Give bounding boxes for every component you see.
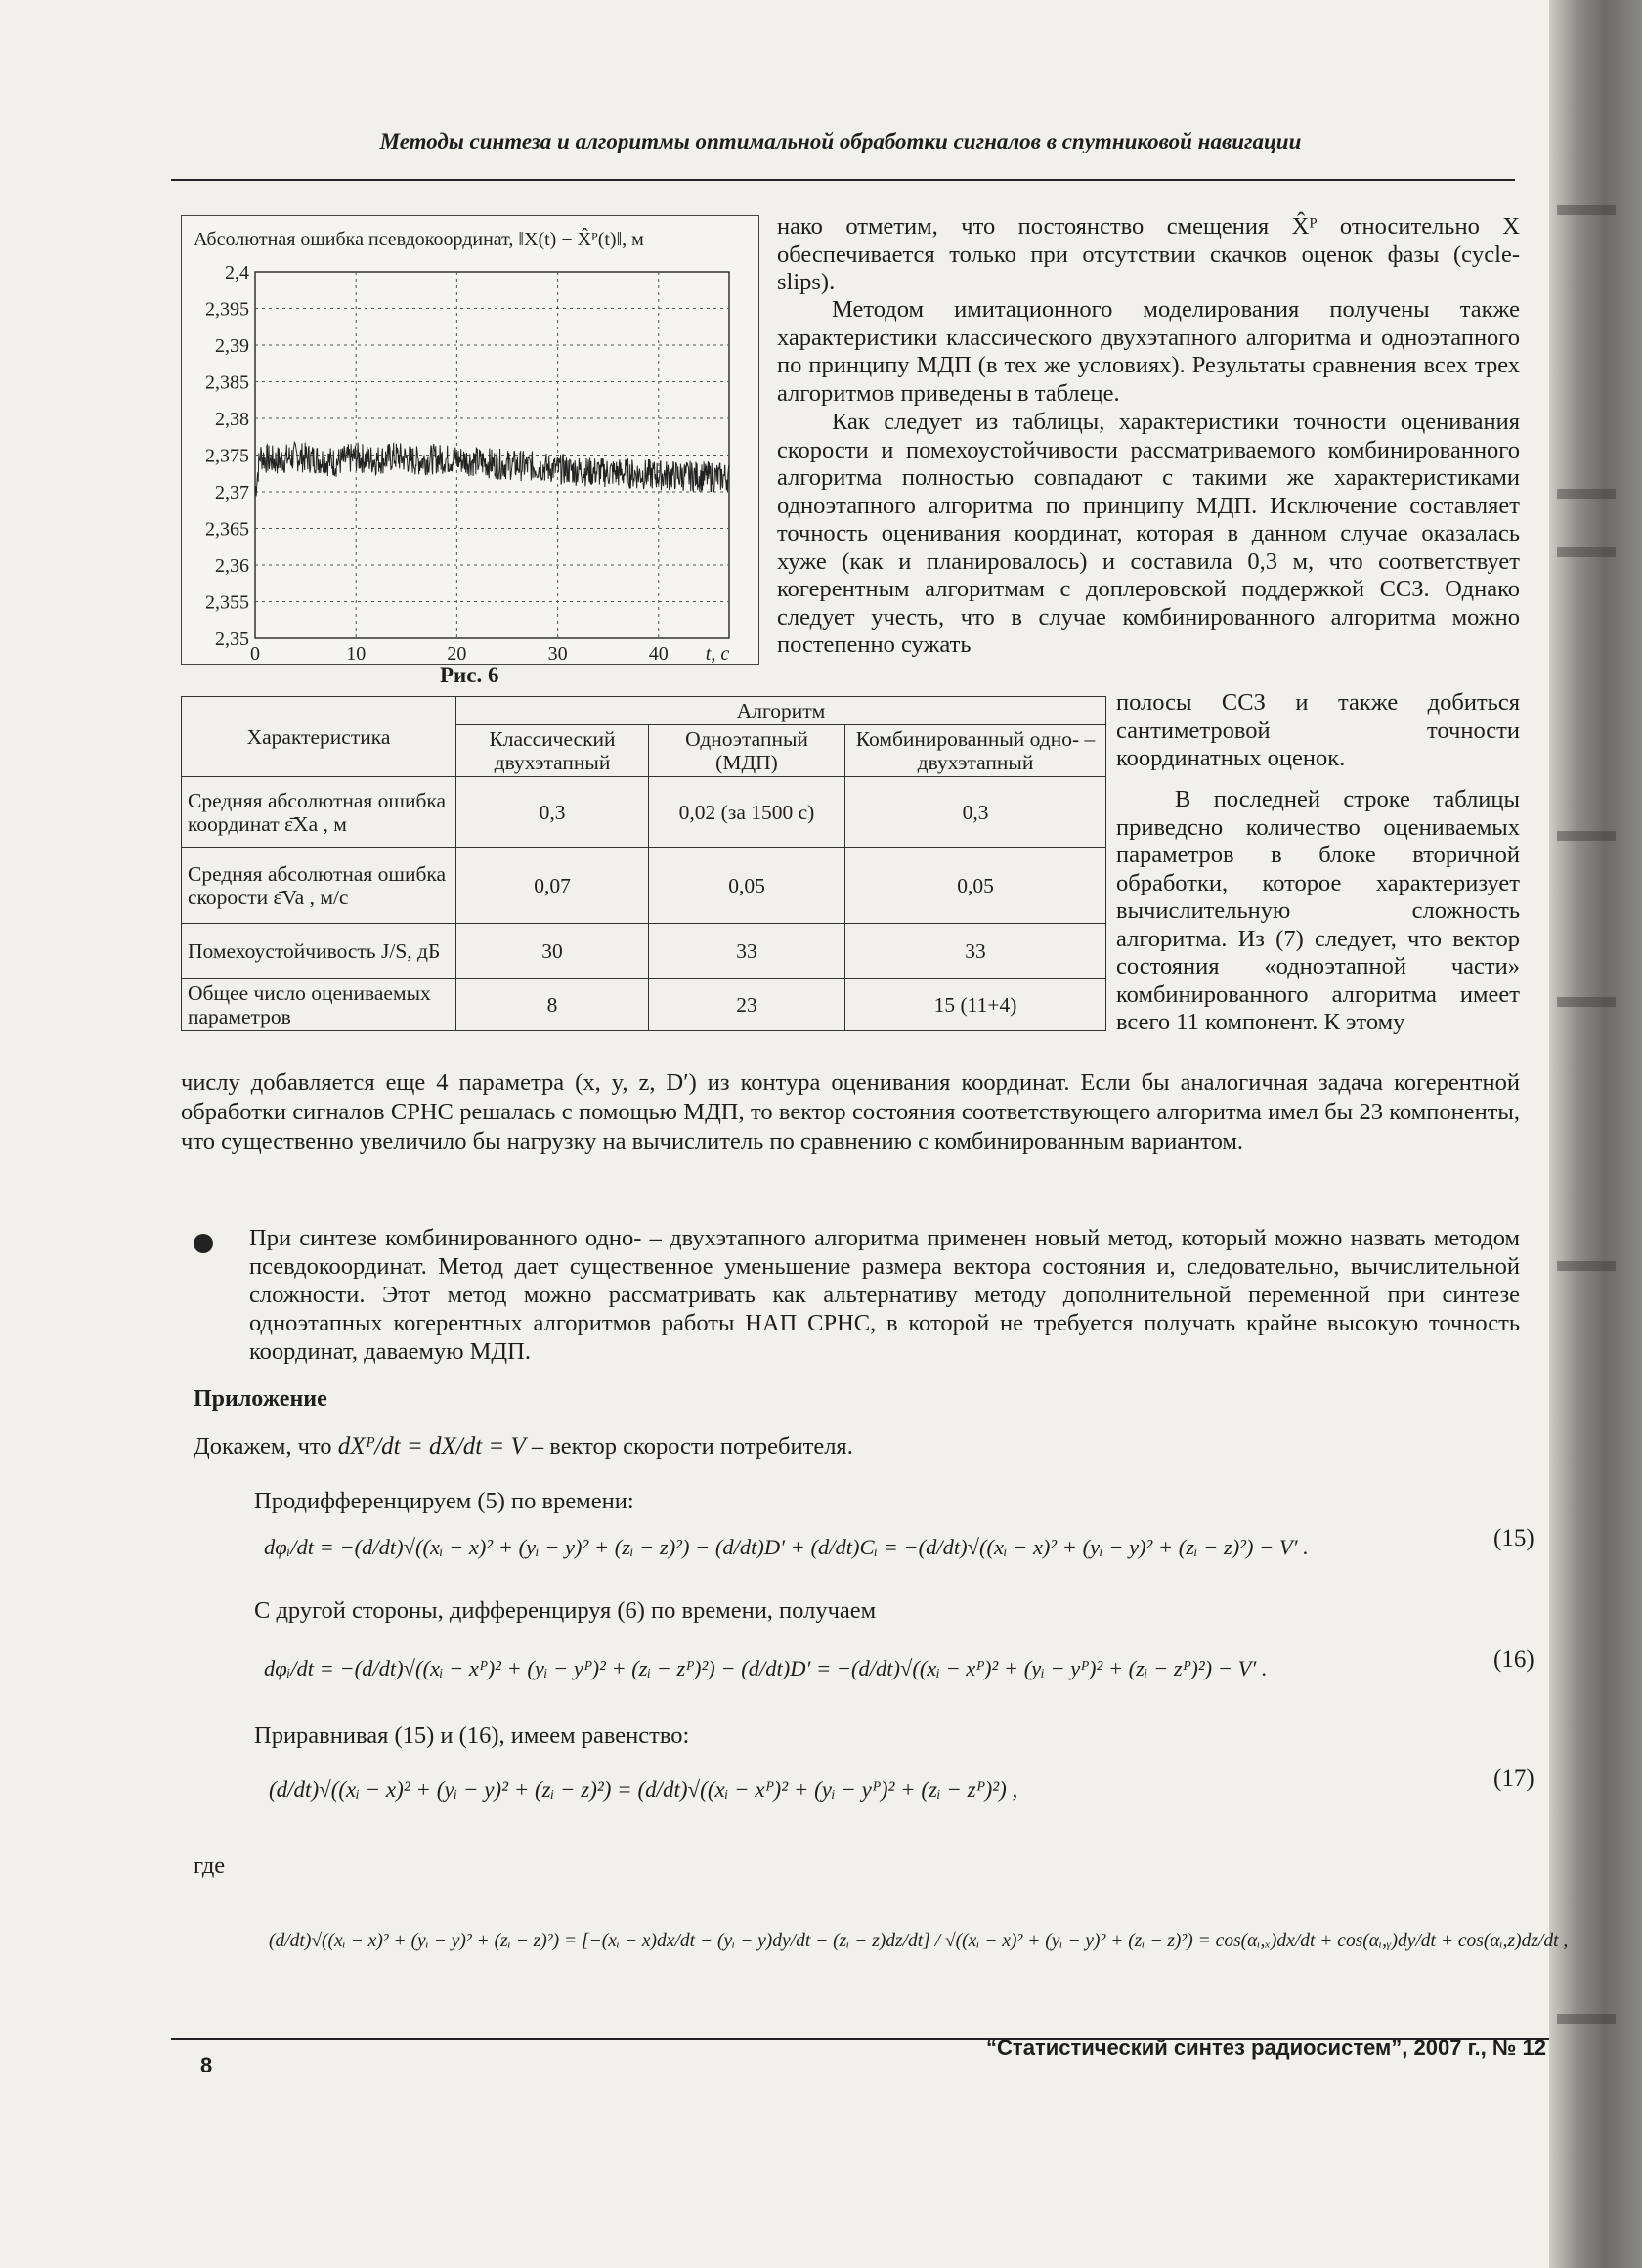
y-tick-label: 2,37 bbox=[215, 482, 249, 503]
scan-edge bbox=[1549, 0, 1642, 2268]
right-paragraph-1-text: нако отметим, что постоянство смещения X̂ᴾ относительно X обеспечивается только при отсутствии скачков оценок фазы (cycle-slips). bbox=[777, 213, 1520, 295]
equation-16: dφᵢ/dt = −(d/dt)√((xᵢ − xᴾ)² + (yᵢ − yᴾ)² + (zᵢ − zᴾ)²) − (d/dt)D′ = −(d/dt)√((xᵢ − xᴾ)² + (yᵢ − yᴾ)² + (zᵢ − zᴾ)²) − V′ . bbox=[264, 1656, 1268, 1680]
th-classic: Классический двухэтапный bbox=[456, 725, 649, 777]
x-tick-label: 20 bbox=[447, 643, 467, 664]
y-tick-label: 2,36 bbox=[215, 555, 249, 577]
x-tick-label: 0 bbox=[250, 643, 260, 664]
cell-classic: 0,3 bbox=[456, 777, 649, 848]
other-side-text: С другой стороны, дифференцируя (6) по времени, получаем bbox=[254, 1597, 877, 1624]
right-paragraph-1 bbox=[777, 213, 1520, 297]
y-tick-label: 2,365 bbox=[205, 518, 249, 541]
right-paragraph-2-text: Методом имитационного моделирования получены также характеристики классического двухэтапного алгоритма и одноэтапного по принципу МДП (в тех же условиях). Результаты сравнения всех трех алгоритмов приведены в таблеце. bbox=[777, 296, 1520, 407]
right-paragraph-4-text: В последней строке таблицы приведсно количество оцениваемых параметров в блоке вторичной обработки, которое характеризует вычислительную сложность алгоритма. Из (7) следует, что вектор состояния «одноэтапной части» комбинированного алгоритма имеет всего 11 компонент. К этому bbox=[1116, 786, 1520, 1035]
cell-combined: 0,05 bbox=[845, 848, 1106, 924]
x-axis-label: t, с bbox=[705, 643, 730, 664]
figure-chart bbox=[181, 215, 759, 665]
row-label: Средняя абсолютная ошибка скорости ε̄Va , м/с bbox=[182, 848, 456, 924]
equation-17: (d/dt)√((xᵢ − x)² + (yᵢ − y)² + (zᵢ − z)²) = (d/dt)√((xᵢ − xᴾ)² + (yᵢ − yᴾ)² + (zᵢ − zᴾ)²) , bbox=[269, 1777, 1018, 1802]
table-row bbox=[182, 979, 1106, 1031]
chart-svg bbox=[182, 216, 758, 664]
right-paragraph-3 bbox=[777, 409, 1520, 660]
right-paragraph-4 bbox=[1116, 786, 1520, 1037]
y-tick-label: 2,375 bbox=[205, 445, 249, 467]
row-label: Общее число оцениваемых параметров bbox=[182, 979, 456, 1031]
y-tick-label: 2,38 bbox=[215, 409, 249, 430]
cell-classic: 0,07 bbox=[456, 848, 649, 924]
prove-line bbox=[194, 1433, 1269, 1461]
diff-text: Продифференцируем (5) по времени: bbox=[254, 1488, 634, 1514]
x-tick-label: 30 bbox=[547, 643, 568, 664]
comparison-table bbox=[181, 696, 1106, 1031]
y-tick-label: 2,355 bbox=[205, 591, 249, 614]
y-tick-label: 2,385 bbox=[205, 371, 249, 394]
x-tick-label: 40 bbox=[648, 643, 669, 664]
cell-single: 0,02 (за 1500 с) bbox=[649, 777, 845, 848]
row-label: Помехоустойчивость J/S, дБ bbox=[182, 924, 456, 979]
journal-footer: “Статистический синтез радиосистем”, 2007 г., № 12 bbox=[986, 2035, 1546, 2060]
y-tick-label: 2,4 bbox=[225, 262, 249, 284]
y-tick-label: 2,39 bbox=[215, 335, 249, 357]
bullet-paragraph bbox=[249, 1224, 1520, 1366]
table-row bbox=[182, 777, 1106, 848]
th-single: Одноэтапный (МДП) bbox=[649, 725, 845, 777]
running-header: Методы синтеза и алгоритмы оптимальной обработки сигналов в спутниковой навигации bbox=[379, 129, 1302, 153]
cell-single: 0,05 bbox=[649, 848, 845, 924]
th-characteristic: Характеристика bbox=[182, 697, 456, 777]
equate-text: Приравнивая (15) и (16), имеем равенство: bbox=[254, 1723, 690, 1749]
equation-15: dφᵢ/dt = −(d/dt)√((xᵢ − x)² + (yᵢ − y)² + (zᵢ − z)²) − (d/dt)D′ + (d/dt)Cᵢ = −(d/dt)√((xᵢ − x)² + (yᵢ − y)² + (zᵢ − z)²) − V′ . bbox=[264, 1535, 1309, 1559]
prove-equation: dXᴾ/dt = dX/dt = V bbox=[337, 1433, 526, 1460]
right-paragraph-3b-text: полосы ССЗ и также добиться сантиметровой точности координатных оценок. bbox=[1116, 689, 1520, 771]
figure-caption: Рис. 6 bbox=[440, 663, 499, 687]
appendix-title: Приложение bbox=[194, 1386, 327, 1412]
table-row bbox=[182, 848, 1106, 924]
th-combined: Комбинированный одно- – двухэтапный bbox=[845, 725, 1106, 777]
full-paragraph-text: числу добавляется еще 4 параметра (x, y, z, D′) из контура оценивания координат. Если бы аналогичная задача когерентной обработки сигналов СРНС решалась с помощью МДП, то вектор состояния соответствующего алгоритма имел бы 23 компоненты, что существенно увеличило бы нагрузку на вычислитель по сравнению с комбинированным вариантом. bbox=[181, 1069, 1520, 1155]
prove-prefix: Докажем, что bbox=[194, 1433, 332, 1460]
series-line bbox=[255, 442, 729, 496]
cell-combined: 15 (11+4) bbox=[845, 979, 1106, 1031]
header-rule bbox=[171, 179, 1515, 181]
cell-single: 33 bbox=[649, 924, 845, 979]
equation-18: (d/dt)√((xᵢ − x)² + (yᵢ − y)² + (zᵢ − z)²) = [−(xᵢ − x)dx/dt − (yᵢ − y)dy/dt − (zᵢ − z)dz/dt] / √((xᵢ − x)² + (yᵢ − y)² + (zᵢ − z)²) = cos(αᵢ,ₓ)dx/dt + cos(αᵢ,ᵧ)dy/dt + cos(αᵢ,z)dz/dt , bbox=[269, 1931, 1569, 1951]
y-tick-label: 2,395 bbox=[205, 298, 249, 321]
chart-title: Абсолютная ошибка псевдокоординат, ‖X(t) − X̂ᴾ(t)‖, м bbox=[194, 229, 644, 250]
right-paragraph-3-text: Как следует из таблицы, характеристики точности оценивания скорости и помехоустойчивости рассматриваемого комбинированного алгоритма полностью совпадают с такими же характеристиками одноэтапного алгоритма по принципу МДП. Исключение составляет точность оценивания координат, которая в данном случае оказалась хуже (как и планировалось) и составила 0,3 м, что соответствует когерентным алгоритмам с доплеровской поддержкой ССЗ. Однако следует учесть, что в случае комбинированного алгоритма можно постепенно сужать bbox=[777, 409, 1520, 658]
table-header-row bbox=[182, 697, 1106, 725]
full-paragraph bbox=[181, 1069, 1520, 1156]
cell-combined: 0,3 bbox=[845, 777, 1106, 848]
equation-17-number: (17) bbox=[1493, 1766, 1534, 1792]
right-paragraph-3b bbox=[1116, 689, 1520, 773]
bullet-text: При синтезе комбинированного одно- – двухэтапного алгоритма применен новый метод, который можно назвать методом псевдокоординат. Метод дает существенное уменьшение размера вектора состояния и, следовательно, вычислительной сложности. Этот метод можно рассматривать как альтернативу методу дополнительной переменной при синтезе одноэтапных когерентных алгоритмов работы НАП СРНС, в которой не требуется получать крайне высокую точность координат, даваемую МДП. bbox=[249, 1225, 1520, 1365]
cell-combined: 33 bbox=[845, 924, 1106, 979]
row-label: Средняя абсолютная ошибка координат ε̄Xa , м bbox=[182, 777, 456, 848]
th-algorithm: Алгоритм bbox=[456, 697, 1106, 725]
cell-classic: 8 bbox=[456, 979, 649, 1031]
prove-suffix: – вектор скорости потребителя. bbox=[531, 1433, 853, 1460]
cell-classic: 30 bbox=[456, 924, 649, 979]
bullet-dot bbox=[194, 1234, 213, 1253]
cell-single: 23 bbox=[649, 979, 845, 1031]
page-number: 8 bbox=[200, 2053, 213, 2077]
x-tick-label: 10 bbox=[346, 643, 367, 664]
y-tick-label: 2,35 bbox=[215, 629, 249, 650]
equation-15-number: (15) bbox=[1493, 1525, 1534, 1551]
equation-16-number: (16) bbox=[1493, 1646, 1534, 1673]
where-text: где bbox=[194, 1853, 226, 1879]
right-paragraph-2 bbox=[777, 296, 1520, 408]
table-row bbox=[182, 924, 1106, 979]
